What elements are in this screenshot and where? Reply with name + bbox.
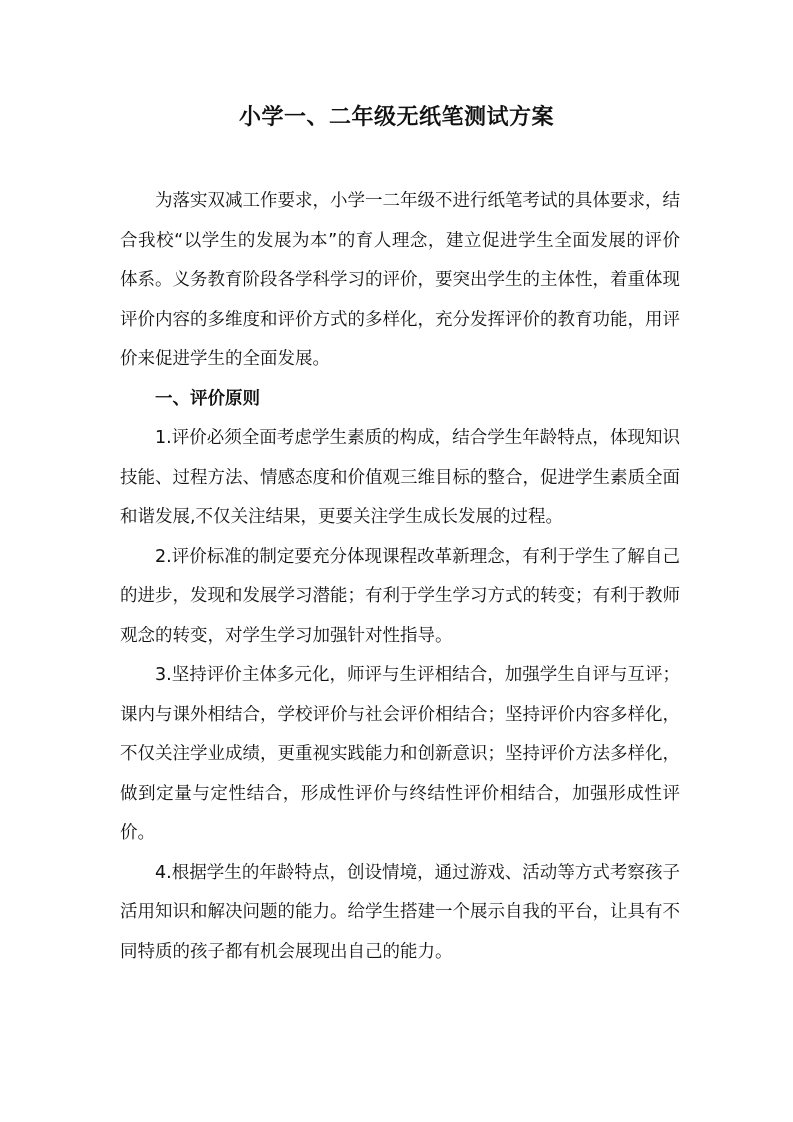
document-title: 小学一、二年级无纸笔测试方案 xyxy=(238,105,554,130)
principle-item-2: 2.评价标准的制定要充分体现课程改革新理念，有利于学生了解自己的进步，发现和发展学习潜能；有利于学生学习方式的转变；有利于教师观念的转变，对学生学习加强针对性指导。 xyxy=(120,546,680,646)
section-heading-evaluation-principles: 一、评价原则 xyxy=(155,388,260,409)
principle-item-3: 3.坚持评价主体多元化，师评与生评相结合，加强学生自评与互评；课内与课外相结合，学校评价与社会评价相结合；坚持评价内容多样化，不仅关注学业成绩，更重视实践能力和创新意识；坚持评价方法多样化，做到定量与定性结合，形成性评价与终结性评价相结合，加强形成性评价。 xyxy=(120,665,680,843)
principle-item-1: 1.评价必须全面考虑学生素质的构成，结合学生年龄特点，体现知识技能、过程方法、情感态度和价值观三维目标的整合，促进学生素质全面和谐发展,不仅关注结果，更要关注学生成长发展的过程。 xyxy=(120,428,680,527)
intro-paragraph: 为落实双减工作要求，小学一二年级不进行纸笔考试的具体要求，结合我校“以学生的发展为本”的育人理念，建立促进学生全面发展的评价体系。义务教育阶段各学科学习的评价，要突出学生的主体性，着重体现评价内容的多维度和评价方式的多样化，充分发挥评价的教育功能，用评价来促进学生的全面发展。 xyxy=(120,191,680,369)
document-body xyxy=(120,182,680,972)
principle-item-4: 4.根据学生的年龄特点，创设情境，通过游戏、活动等方式考察孩子活用知识和解决问题的能力。给学生搭建一个展示自我的平台，让具有不同特质的孩子都有机会展现出自己的能力。 xyxy=(120,862,680,962)
